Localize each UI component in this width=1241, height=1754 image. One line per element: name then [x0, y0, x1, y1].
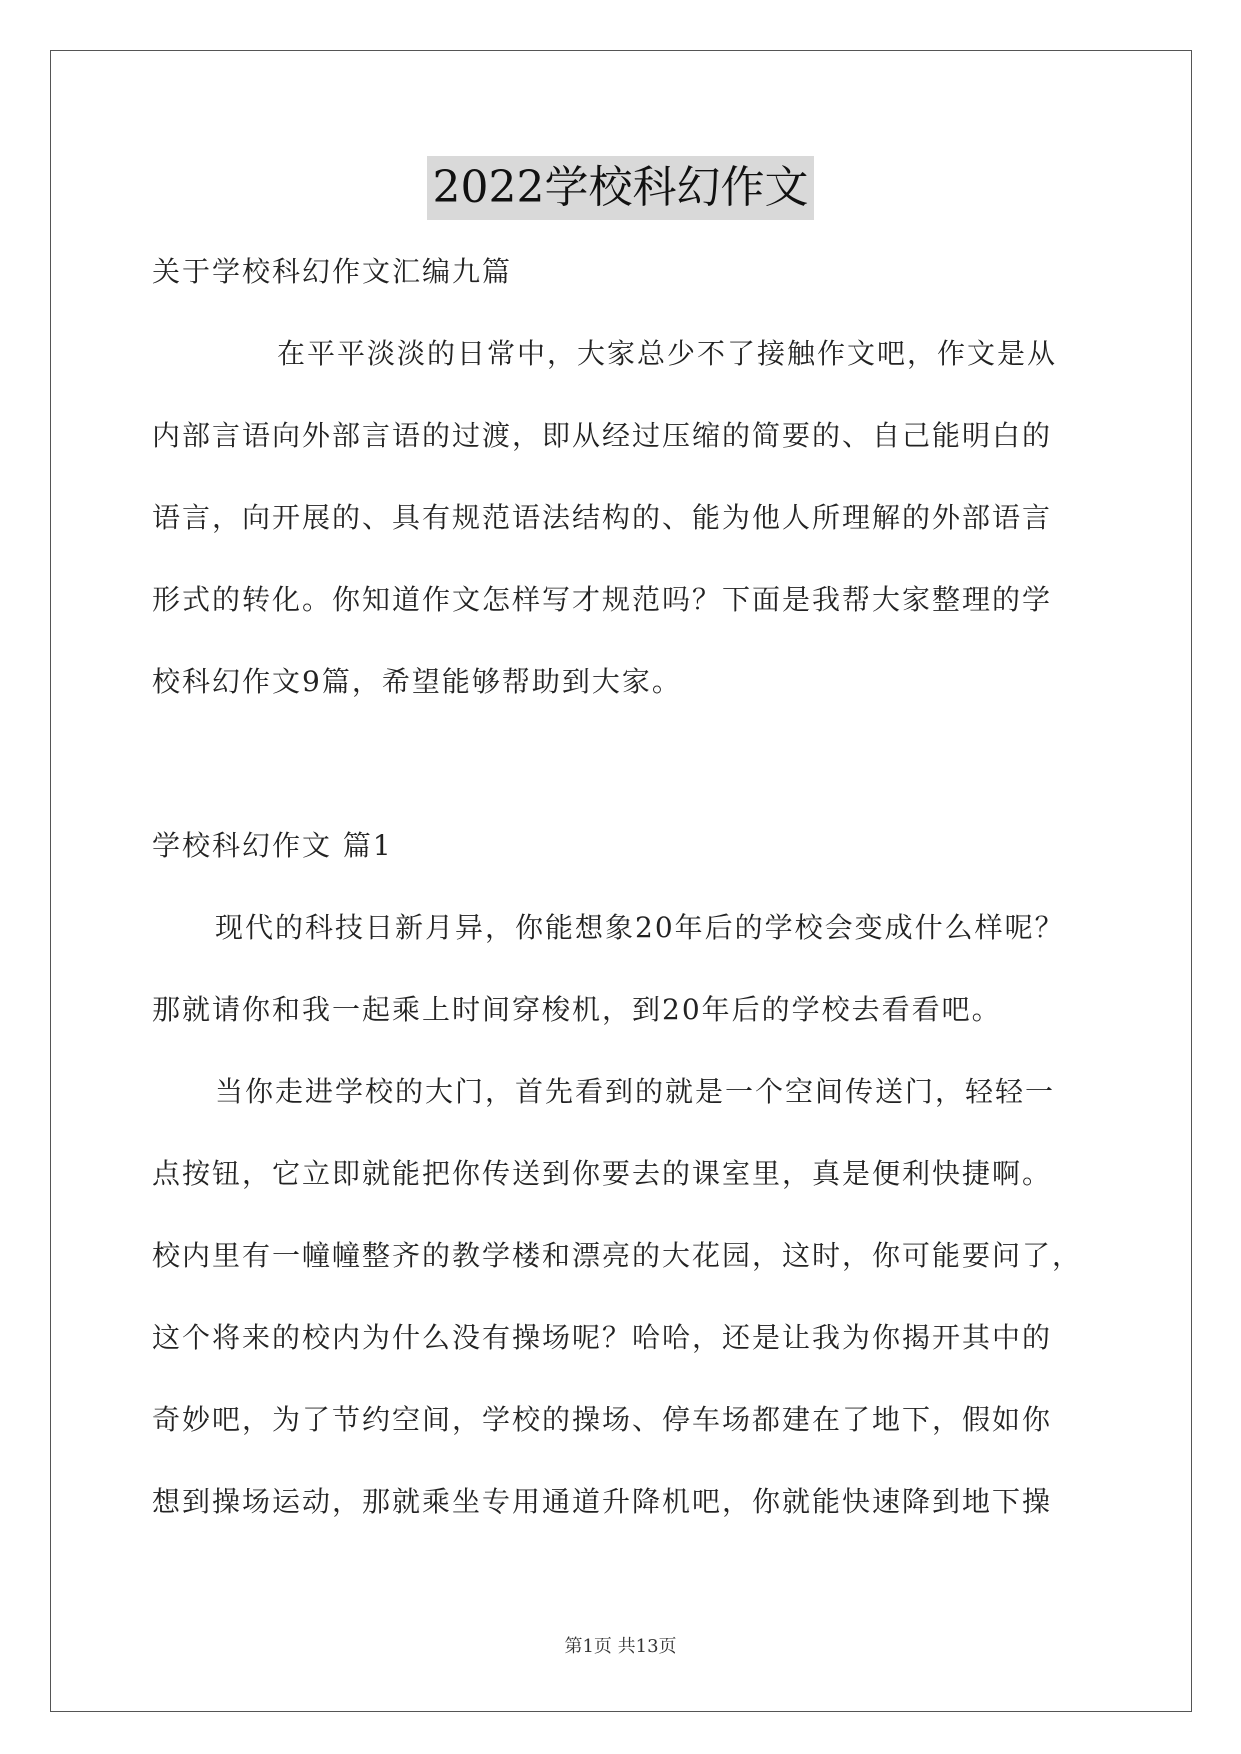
paragraph-line: 校内里有一幢幢整齐的教学楼和漂亮的大花园，这时，你可能要问了，	[152, 1239, 1083, 1272]
document-body	[152, 231, 1097, 1543]
paragraph-line: 奇妙吧，为了节约空间，学校的操场、停车场都建在了地下，假如你	[152, 1403, 1053, 1436]
intro-line: 内部言语向外部言语的过渡，即从经过压缩的简要的、自己能明白的	[152, 419, 1053, 452]
document-subtitle: 关于学校科幻作文汇编九篇	[152, 255, 513, 288]
paragraph-line: 那就请你和我一起乘上时间穿梭机，到20年后的学校去看看吧。	[152, 993, 1002, 1026]
paragraph-line: 点按钮，它立即就能把你传送到你要去的课室里，真是便利快捷啊。	[152, 1157, 1053, 1190]
paragraph-line: 这个将来的校内为什么没有操场呢？哈哈，还是让我为你揭开其中的	[152, 1321, 1053, 1354]
spacer	[152, 723, 1097, 805]
paragraph-line: 现代的科技日新月异，你能想象20年后的学校会变成什么样呢？	[215, 911, 1065, 944]
paragraph-line: 当你走进学校的大门，首先看到的就是一个空间传送门，轻轻一	[215, 1075, 1056, 1108]
page-footer: 第1页 共13页	[564, 1636, 677, 1657]
document-title: 2022学校科幻作文	[427, 156, 815, 220]
intro-line: 在平平淡淡的日常中，大家总少不了接触作文吧，作文是从	[277, 337, 1058, 370]
section-heading: 学校科幻作文 篇1	[152, 829, 393, 862]
intro-line: 形式的转化。你知道作文怎样写才规范吗？下面是我帮大家整理的学	[152, 583, 1053, 616]
intro-line: 校科幻作文9篇，希望能够帮助到大家。	[152, 665, 682, 698]
paragraph-line: 想到操场运动，那就乘坐专用通道升降机吧，你就能快速降到地下操	[152, 1485, 1053, 1518]
intro-line: 语言，向开展的、具有规范语法结构的、能为他人所理解的外部语言	[152, 501, 1053, 534]
title-container	[0, 156, 1241, 220]
